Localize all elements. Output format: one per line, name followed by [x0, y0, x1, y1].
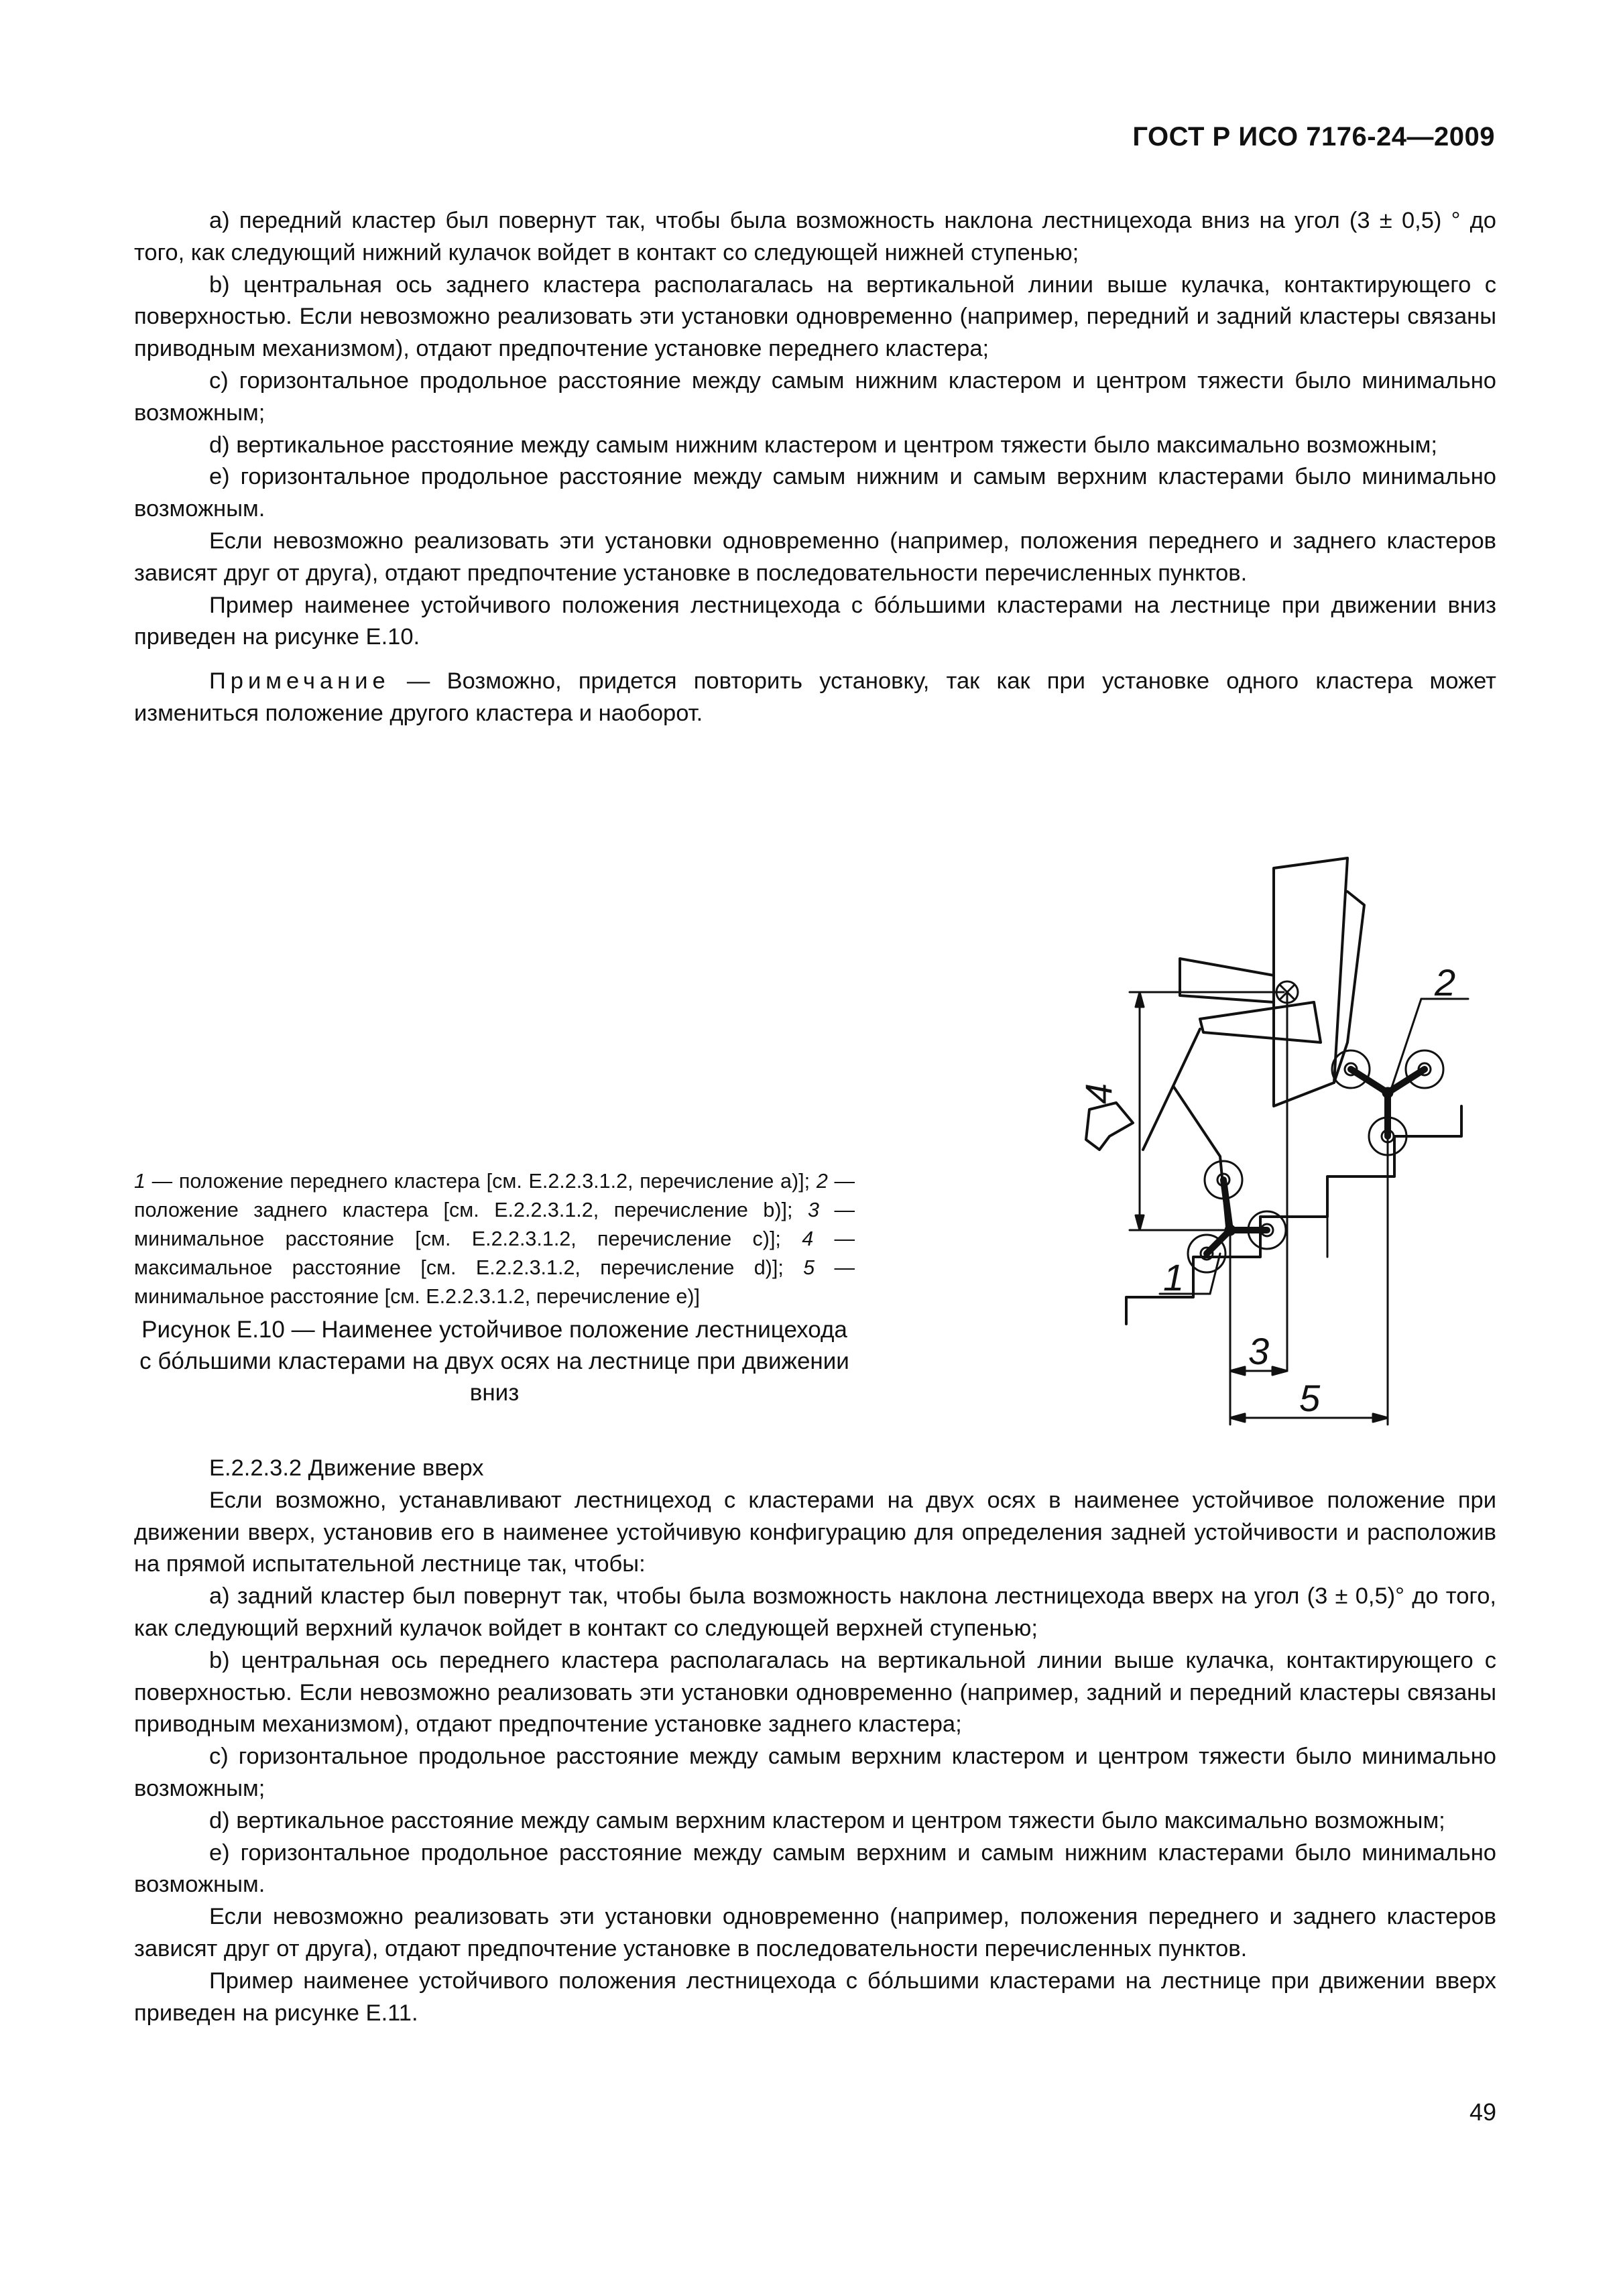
- paragraph-example-ref: Пример наименее устойчивого положения лестницехода с бóльшими кластерами на лестнице при движении вниз приведен на рисунке Е.10.: [134, 592, 1496, 650]
- paragraph-a: a) передний кластер был повернут так, чтобы была возможность наклона лестницехода вниз на угол (3 ± 0,5) ° до того, как следующий нижний кулачок войдет в контакт со следующей нижней ступенью;: [134, 208, 1496, 265]
- paragraph-d: d) вертикальное расстояние между самым нижним кластером и центром тяжести было максимально возможным;: [209, 432, 1437, 458]
- paragraph-intro: Если возможно, устанавливают лестницеход с кластерами на двух осях в наименее устойчивое положение при движении вверх, установив его в наименее устойчивую конфигурацию для определения задней устойчивости и расположив на прямой испытательной лестнице так, чтобы:: [134, 1487, 1496, 1577]
- paragraph-priority-up: Если невозможно реализовать эти установки одновременно (например, положения переднего и заднего кластеров зависят друг от друга), отдают предпочтение установке в последовательности перечисленных пунктов.: [134, 1904, 1496, 1961]
- paragraph-b-up: b) центральная ось переднего кластера располагалась на вертикальной линии выше кулачка, контактирующего с поверхностью. Если невозможно реализовать эти установки одновременно (например, задний и передний кластеры связаны приводным механизмом), отдают предпочтение установке заднего кластера;: [134, 1647, 1496, 1738]
- note-label: Примечание: [209, 668, 390, 694]
- legend-num-1: 1: [134, 1170, 145, 1193]
- legend-text-3: — минимальное расстояние [см. Е.2.2.3.1.2, перечисление с)];: [134, 1199, 855, 1250]
- label-4: 4: [1077, 1083, 1120, 1104]
- note-text: — Возможно, придется повторить установку, так как при установке одного кластера может измениться положение другого кластера и наоборот.: [134, 668, 1496, 726]
- page-number: 49: [1469, 2098, 1496, 2126]
- label-2: 2: [1435, 961, 1456, 1004]
- wheelchair-lower-linkage: [1173, 1086, 1227, 1227]
- wheelchair-footrest: [1086, 1103, 1133, 1150]
- figure-legend: [134, 1167, 855, 1311]
- legend-num-4: 4: [802, 1227, 814, 1250]
- paragraph-d-up: d) вертикальное расстояние между самым верхним кластером и центром тяжести было максимально возможным;: [209, 1807, 1445, 1833]
- paragraph-e-up: e) горизонтальное продольное расстояние между самым верхним и самым нижним кластерами было минимально возможным.: [134, 1839, 1496, 1898]
- paragraph-c-up: c) горизонтальное продольное расстояние между самым верхним кластером и центром тяжести было минимально возможным;: [134, 1744, 1496, 1801]
- legend-text-1: — положение переднего кластера [см. Е.2.2.3.1.2, перечисление а)];: [145, 1170, 817, 1193]
- dimension-lines: [1130, 992, 1468, 1425]
- note-paragraph: [134, 666, 1496, 730]
- legend-text-5: — минимальное расстояние [см. Е.2.2.3.1.2, перечисление е)]: [134, 1256, 855, 1308]
- text-section-top: [134, 205, 1496, 730]
- section-heading: Е.2.2.3.2 Движение вверх: [209, 1455, 484, 1481]
- wheelchair-armrest: [1180, 959, 1274, 1002]
- label-1: 1: [1163, 1256, 1185, 1298]
- figure-e10-drawing: [999, 841, 1495, 1431]
- legend-num-5: 5: [803, 1256, 815, 1279]
- legend-text-2: — положение заднего кластера [см. Е.2.2.3.1.2, перечисление b)];: [134, 1170, 855, 1221]
- wheelchair-frame: [1200, 1002, 1321, 1042]
- legend-text-4: — максимальное расстояние [см. Е.2.2.3.1.2, перечисление d)];: [134, 1227, 855, 1279]
- legend-num-2: 2: [816, 1170, 828, 1193]
- paragraph-b: b) центральная ось заднего кластера располагалась на вертикальной линии выше кулачка, контактирующего с поверхностью. Если невозможно реализовать эти установки одновременно (например, передний и задний кластеры связаны приводным механизмом), отдают предпочтение установке переднего кластера;: [134, 271, 1496, 362]
- figure-caption: Рисунок Е.10 — Наименее устойчивое положение лестницехода с бóльшими кластерами на двух осях на лестнице при движении вниз: [139, 1317, 849, 1406]
- label-5: 5: [1299, 1377, 1321, 1419]
- document-header: ГОСТ Р ИСО 7176-24—2009: [1132, 122, 1495, 152]
- paragraph-c: c) горизонтальное продольное расстояние между самым нижним кластером и центром тяжести было минимально возможным;: [134, 367, 1496, 426]
- paragraph-a-up: a) задний кластер был повернут так, чтобы была возможность наклона лестницехода вверх на угол (3 ± 0,5)° до того, как следующий верхний кулачок войдет в контакт со следующей верхней ступенью;: [134, 1583, 1496, 1641]
- text-section-bottom: [134, 1453, 1496, 2029]
- wheelchair-leg-strut: [1143, 1029, 1200, 1150]
- paragraph-priority: Если невозможно реализовать эти установки одновременно (например, положения переднего и заднего кластеров зависят друг от друга), отдают предпочтение установке в последовательности перечисленных пунктов.: [134, 528, 1496, 586]
- paragraph-e: e) горизонтальное продольное расстояние между самым нижним и самым верхним кластерами было минимально возможным.: [134, 464, 1496, 522]
- label-3: 3: [1248, 1330, 1270, 1372]
- legend-num-3: 3: [808, 1199, 819, 1221]
- paragraph-example-ref-up: Пример наименее устойчивого положения лестницехода с бóльшими кластерами на лестнице при движении вверх приведен на рисунке Е.11.: [134, 1968, 1496, 2026]
